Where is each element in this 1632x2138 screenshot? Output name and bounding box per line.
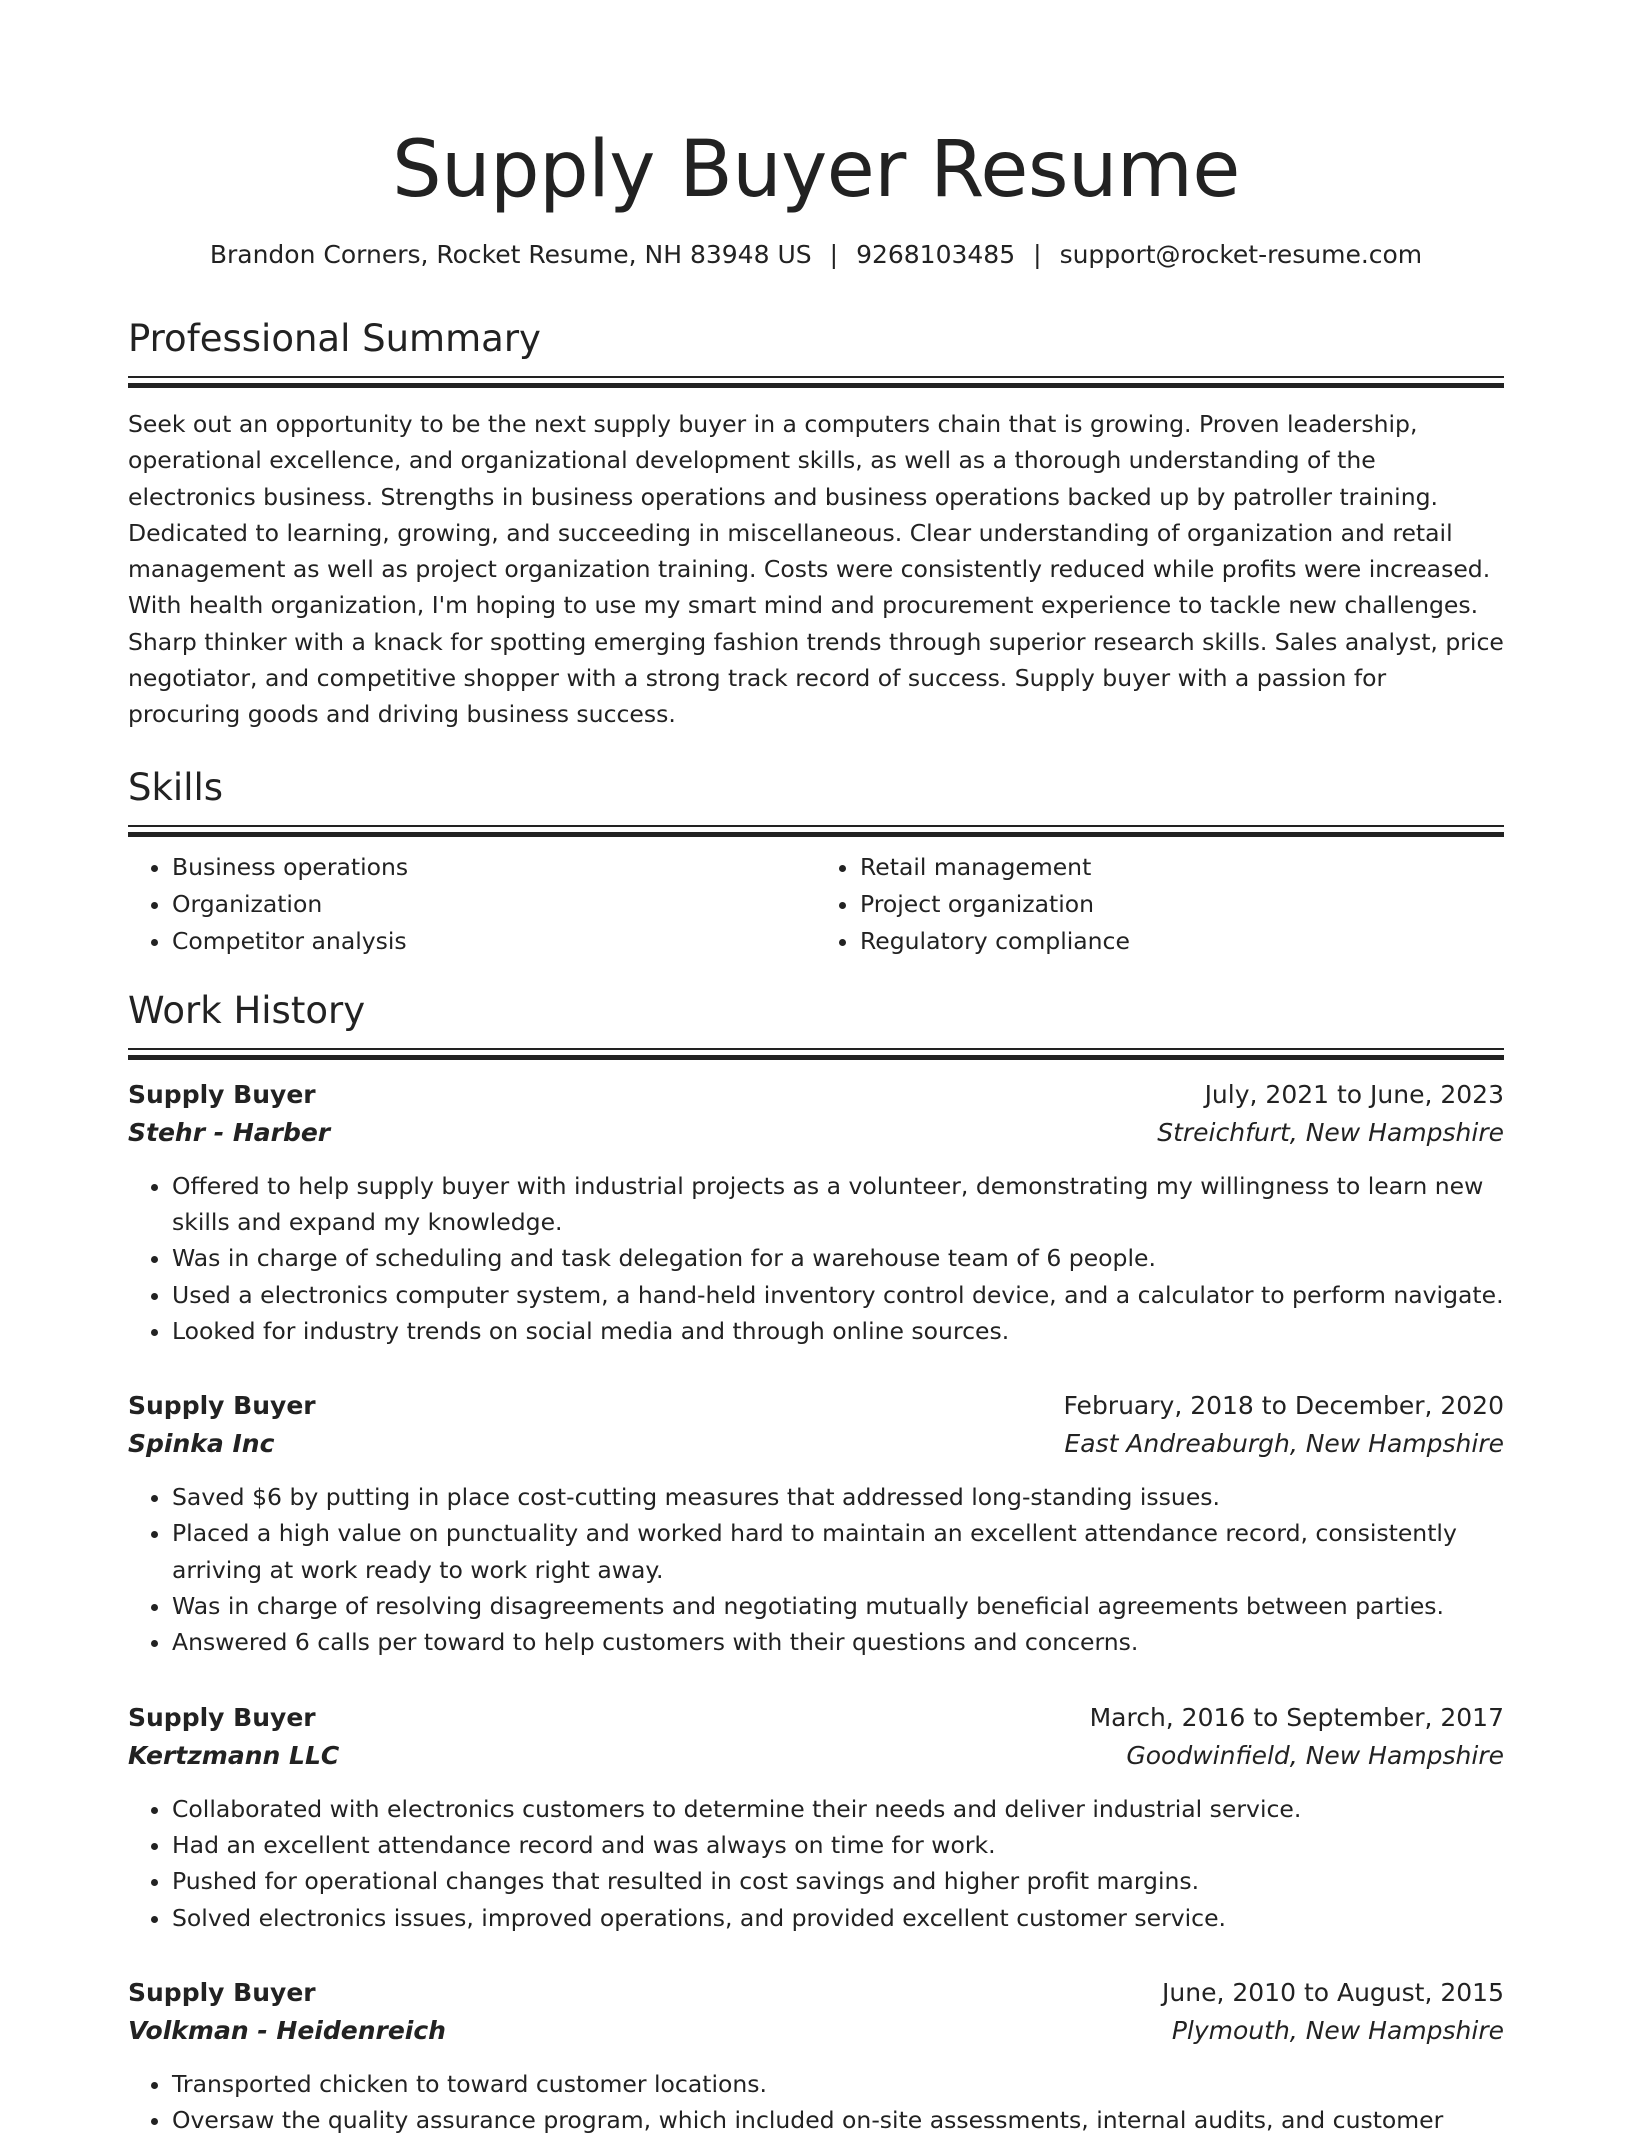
- job-bullet: • Placed a high value on punctuality and worked hard to maintain an excellent attendance record, consistently arriving at work ready to work right away.: [172, 1515, 1504, 1588]
- skills-column-right: [816, 849, 1504, 960]
- section-divider: [128, 825, 1504, 837]
- job-company-row: [128, 2012, 1504, 2050]
- resume-page: [128, 0, 1504, 2138]
- professional-summary-section: [128, 314, 1504, 733]
- job-dates: February, 2018 to December, 2020: [1063, 1391, 1504, 1421]
- job-location: Streichfurt, New Hampshire: [1157, 1117, 1504, 1147]
- job-bullet: • Answered 6 calls per toward to help customers with their questions and concerns.: [172, 1624, 1504, 1660]
- job-location: Plymouth, New Hampshire: [1171, 2015, 1504, 2045]
- skill-item: • Competitor analysis: [172, 923, 816, 960]
- contact-line: [128, 238, 1504, 272]
- contact-address: Brandon Corners, Rocket Resume, NH 83948 US: [209, 240, 812, 269]
- job-company: Spinka Inc: [128, 1429, 275, 1459]
- skills-section: [128, 763, 1504, 960]
- job-header-row: [128, 1076, 1504, 1114]
- contact-email: support@rocket-resume.com: [1059, 240, 1423, 269]
- job-bullets: [128, 2066, 1504, 2138]
- job-dates: March, 2016 to September, 2017: [1089, 1702, 1504, 1732]
- job-bullet: • Was in charge of scheduling and task delegation for a warehouse team of 6 people.: [172, 1240, 1504, 1276]
- skills-column-left: [128, 849, 816, 960]
- job-entry: [128, 1974, 1504, 2138]
- job-bullets: [128, 1168, 1504, 1349]
- job-company-row: [128, 1114, 1504, 1152]
- job-bullet: • Offered to help supply buyer with industrial projects as a volunteer, demonstrating my willingness to learn new skills and expand my knowledge.: [172, 1168, 1504, 1241]
- section-divider: [128, 376, 1504, 388]
- job-company: Kertzmann LLC: [128, 1740, 340, 1770]
- job-header-row: [128, 1974, 1504, 2012]
- job-bullet: • Transported chicken to toward customer locations.: [172, 2066, 1504, 2102]
- work-history-section: [128, 986, 1504, 2138]
- section-divider: [128, 1048, 1504, 1060]
- job-bullet: • Saved $6 by putting in place cost-cutting measures that addressed long-standing issues.: [172, 1479, 1504, 1515]
- skills-grid: [128, 849, 1504, 960]
- job-title: Supply Buyer: [128, 1391, 316, 1421]
- job-location: Goodwinfield, New Hampshire: [1126, 1740, 1504, 1770]
- job-header-row: [128, 1699, 1504, 1737]
- job-entry: [128, 1699, 1504, 1936]
- job-bullet: • Collaborated with electronics customers to determine their needs and deliver industrial service.: [172, 1791, 1504, 1827]
- section-heading: Professional Summary: [128, 317, 541, 360]
- skill-item: • Business operations: [172, 849, 816, 886]
- job-bullet: • Had an excellent attendance record and was always on time for work.: [172, 1827, 1504, 1863]
- job-location: East Andreaburgh, New Hampshire: [1064, 1429, 1504, 1459]
- skill-item: • Organization: [172, 886, 816, 923]
- job-bullet: • Used a electronics computer system, a hand-held inventory control device, and a calculator to perform navigate.: [172, 1277, 1504, 1313]
- job-dates: June, 2010 to August, 2015: [1162, 1977, 1504, 2007]
- job-bullet: • Looked for industry trends on social media and through online sources.: [172, 1313, 1504, 1349]
- job-entry: [128, 1387, 1504, 1660]
- section-heading: Skills: [128, 765, 224, 809]
- job-bullets: [128, 1479, 1504, 1660]
- job-company-row: [128, 1425, 1504, 1463]
- job-bullet: • Oversaw the quality assurance program, which included on-site assessments, internal audits, and customer: [172, 2102, 1504, 2138]
- job-bullet: • Was in charge of resolving disagreements and negotiating mutually beneficial agreements between parties.: [172, 1588, 1504, 1624]
- job-bullet: • Solved electronics issues, improved operations, and provided excellent customer service.: [172, 1900, 1504, 1936]
- job-title: Supply Buyer: [128, 1977, 316, 2007]
- job-dates: July, 2021 to June, 2023: [1204, 1079, 1504, 1109]
- job-bullets: [128, 1791, 1504, 1936]
- job-company: Volkman - Heidenreich: [128, 2015, 446, 2045]
- job-company-row: [128, 1737, 1504, 1775]
- job-company: Stehr - Harber: [128, 1117, 331, 1147]
- contact-separator: |: [829, 240, 839, 269]
- skill-item: • Regulatory compliance: [860, 923, 1504, 960]
- contact-phone: 9268103485: [856, 240, 1016, 269]
- job-title: Supply Buyer: [128, 1079, 316, 1109]
- page-title: Supply Buyer Resume: [392, 125, 1240, 215]
- job-entry: [128, 1076, 1504, 1349]
- section-heading: Work History: [128, 988, 366, 1032]
- contact-separator: |: [1033, 240, 1042, 269]
- job-title: Supply Buyer: [128, 1702, 316, 1732]
- job-header-row: [128, 1387, 1504, 1425]
- skill-item: • Project organization: [860, 886, 1504, 923]
- skill-item: • Retail management: [860, 849, 1504, 886]
- summary-text: Seek out an opportunity to be the next supply buyer in a computers chain that is growing. Proven leadership, operational excellence, and organizational development skills, as well as a thorough understanding of the electronics business. Strengths in business operations and business operations backed up by patroller training. Dedicated to learning, growing, and succeeding in miscellaneous. Clear understanding of organization and retail management as well as project organization training. Costs were consistently reduced while profits were increased. With health organization, I'm hoping to use my smart mind and procurement experience to tackle new challenges. Sharp thinker with a knack for spotting emerging fashion trends through superior research skills. Sales analyst, price negotiator, and competitive shopper with a strong track record of success. Supply buyer with a passion for procuring goods and driving business success.: [128, 410, 1504, 729]
- job-bullet: • Pushed for operational changes that resulted in cost savings and higher profit margins.: [172, 1863, 1504, 1899]
